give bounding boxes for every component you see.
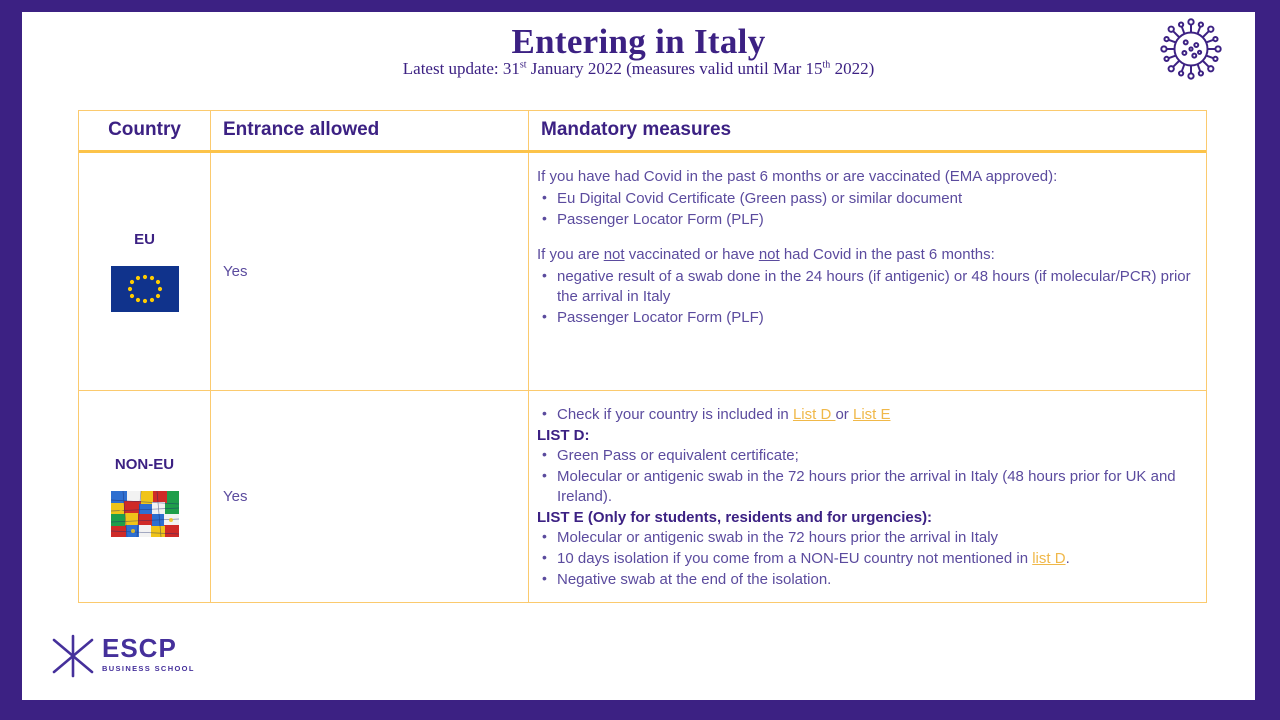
intro2-underline-not-1: not [603, 245, 625, 263]
list-e-heading: LIST E (Only for students, residents and for urgencies): [537, 508, 933, 526]
list-item: • Negative swab at the end of the isolation. [537, 570, 1194, 590]
list-d-items [537, 446, 1194, 507]
table-row [79, 153, 1206, 391]
column-header-entrance: Entrance allowed [211, 111, 529, 150]
subtitle-prefix: Latest update: 31 [402, 59, 520, 78]
link-list-e[interactable]: List E [852, 406, 891, 423]
slide-canvas [22, 12, 1255, 700]
measures-intro-vaccinated: If you have had Covid in the past 6 months or are vaccinated (EMA approved): [537, 168, 1058, 185]
check-text-a: Check if your country is included in [557, 406, 793, 423]
subtitle-suffix: 2022) [830, 59, 875, 78]
list-item: • Green Pass or equivalent certificate; [537, 446, 1194, 466]
country-cell-non-eu [79, 391, 211, 602]
list-item [537, 549, 1194, 569]
list-e-text-a: 10 days isolation if you come from a NON-EU country not mentioned in [557, 549, 1033, 567]
list-item: • Molecular or antigenic swab in the 72 hours prior the arrival in Italy [537, 528, 1194, 548]
entrance-cell: Yes [211, 391, 529, 602]
list-item: • Eu Digital Covid Certificate (Green pass) or similar document [537, 189, 1194, 209]
escp-star-mark-icon [50, 634, 96, 678]
check-text-b: or [835, 406, 853, 423]
link-list-d-inline[interactable]: list D [1032, 549, 1066, 567]
intro2-part-b: vaccinated or have [624, 245, 759, 263]
coronavirus-icon [1158, 16, 1224, 82]
measures-list-unvaccinated [537, 267, 1194, 328]
escp-wordmark: ESCP [102, 633, 177, 663]
measures-check-list [537, 405, 1194, 425]
table-row [79, 391, 1206, 603]
escp-logo-text [102, 635, 195, 673]
entrance-cell: Yes [211, 153, 529, 390]
page-title: Entering in Italy [511, 22, 766, 61]
measures-cell-eu [529, 153, 1206, 390]
list-e-items [537, 528, 1194, 590]
intro2-part-c: had Covid in the past 6 months: [779, 245, 995, 263]
list-item: • negative result of a swab done in the 24 hours (if antigenic) or 48 hours (if molecular/PCR) prior the arrival in Italy [537, 267, 1194, 307]
column-header-country: Country [79, 111, 211, 150]
entry-requirements-table [78, 110, 1207, 603]
escp-tagline: BUSINESS SCHOOL [102, 664, 195, 673]
measures-cell-non-eu [529, 391, 1206, 602]
subtitle-superscript-2: th [822, 59, 831, 71]
intro2-underline-not-2: not [758, 245, 780, 263]
list-item [537, 405, 1194, 425]
column-header-measures: Mandatory measures [541, 119, 732, 140]
eu-flag-icon [111, 266, 179, 312]
list-e-text-b: . [1065, 549, 1070, 567]
escp-logo [50, 632, 200, 680]
list-item: • Passenger Locator Form (PLF) [537, 210, 1194, 230]
subtitle-middle: January 2022 (measures valid until Mar 15 [526, 59, 823, 78]
link-list-d[interactable]: List D [792, 406, 836, 423]
subtitle-superscript-1: st [519, 59, 527, 71]
slide-header [22, 12, 1255, 104]
list-item: • Passenger Locator Form (PLF) [537, 308, 1194, 328]
list-item: • Molecular or antigenic swab in the 72 hours prior the arrival in Italy (48 hours prior for UK and Ireland). [537, 467, 1194, 507]
world-flags-collage-icon [111, 491, 179, 537]
intro2-part-a: If you are [537, 245, 604, 263]
page-subtitle [22, 59, 1255, 79]
spacer [537, 231, 1194, 245]
list-d-heading: LIST D: [537, 426, 590, 444]
country-label: NON-EU [114, 456, 175, 474]
country-label: EU [134, 231, 155, 248]
country-cell-eu [79, 153, 211, 390]
measures-intro-unvaccinated [537, 245, 1194, 265]
measures-list-vaccinated [537, 189, 1194, 230]
table-header-row [79, 111, 1206, 153]
